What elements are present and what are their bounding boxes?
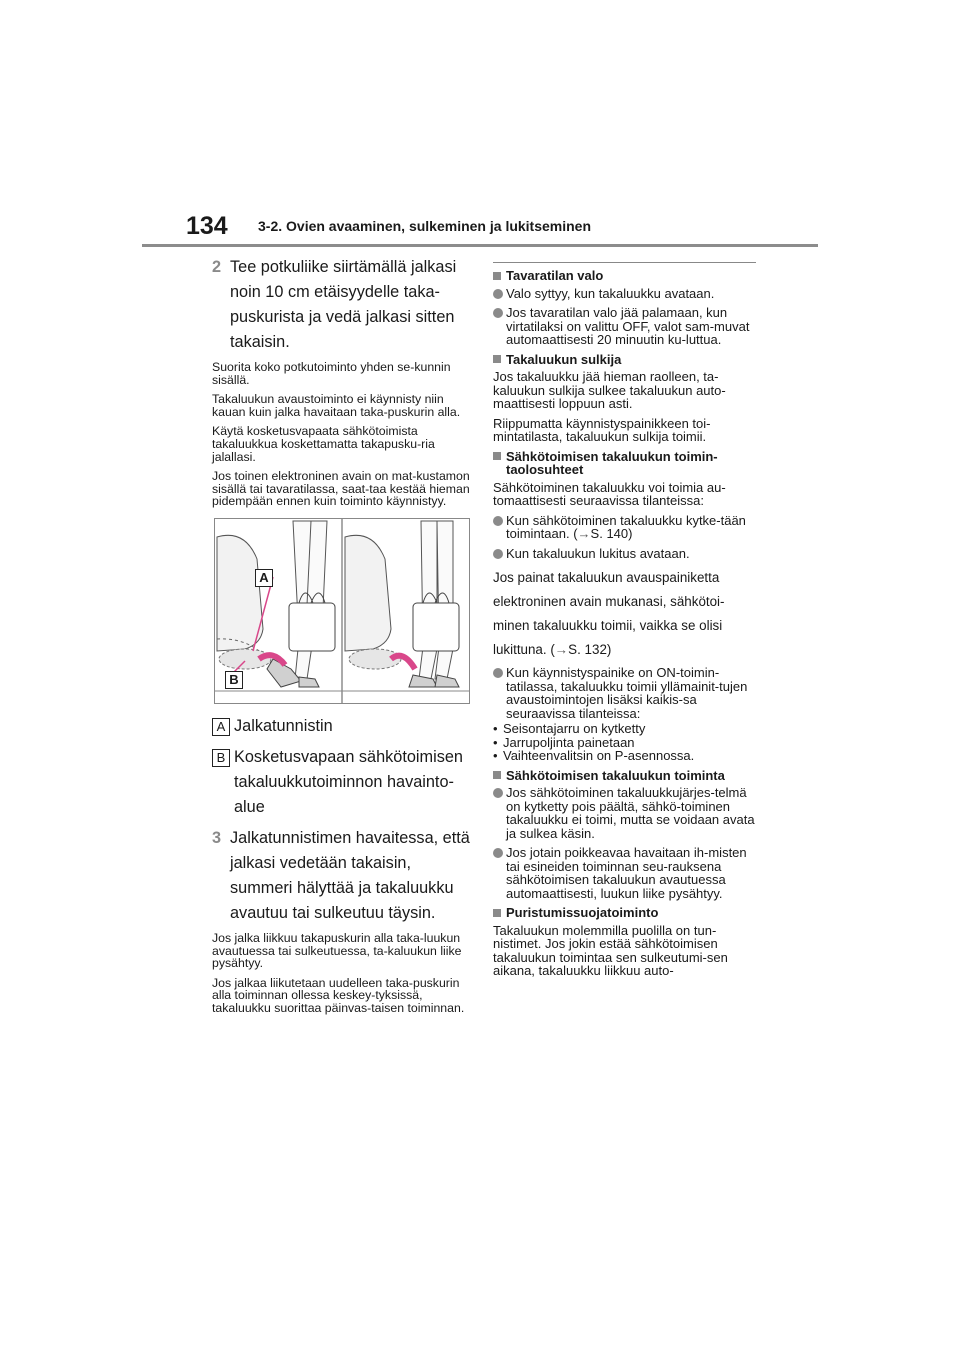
sub-list-item [493,722,756,736]
legend-a [212,714,470,739]
step-2 [212,255,470,355]
step-3 [212,826,470,926]
page-reference-link[interactable]: S. 140) [590,526,633,541]
sub-bullet: • [493,748,498,763]
legend-b-box: B [212,749,230,767]
note: Takaluukun avaustoiminto ei käynnisty niin kauan kuin jalka havaitaan taka-puskurin alla. [212,392,461,419]
square-bullet-icon [493,272,501,280]
circle-bullet-icon [493,516,503,526]
figure-label-a: A [255,569,273,587]
square-bullet-icon [493,771,501,779]
bullet-text-part: Kun sähkötoiminen takaluukku kytke-tään toimintaan. ( [506,512,746,541]
step-text: Tee potkuliike siirtämällä jalkasi noin 10 cm etäisyydelle taka-puskurista ja vedä jalkasi sitten takaisin. [230,258,457,351]
paragraph: Takaluukun molemmilla puolilla on tun-nistimet. Jos jokin estää sähkötoimisen takaluukun toimintaa sen sulkeutumi-sen aikana, takaluukku liikkuu auto- [493,922,728,978]
circle-bullet-icon [493,668,503,678]
heading-closer [493,353,756,367]
bullet-item [493,547,756,561]
square-bullet-icon [493,452,501,460]
bullet-text: Kun käynnistyspainike on ON-toimin-tatilassa, takaluukku toimii yllämainit-tujen avaustoimintojen lisäksi kaikis-sa seuraavissa tilanteissa: [506,665,748,721]
bullet-item [493,514,756,541]
step-number: 3 [212,828,222,847]
page-reference-link[interactable]: S. 132) [568,642,612,657]
paragraph: Jos takaluukku jää hieman raolleen, ta-kaluukun sulkija sulkee takaluukun auto-maattisesti loppuun asti. [493,369,726,411]
heading-operating-conditions [493,450,756,477]
paragraph [493,566,756,662]
left-column [212,255,470,1022]
heading-text: Puristumissuojatoiminto [506,905,659,920]
section-title: 3-2. Ovien avaaminen, sulkeminen ja lukitseminen [258,218,592,234]
sub-list-text: Jarrupoljinta painetaan [503,734,635,750]
bullet-item [493,306,756,347]
step-number: 2 [212,258,222,276]
sub-list-text: Seisontajarru on kytketty [503,721,646,736]
figure-label-b: B [225,671,243,689]
heading-jam-protection [493,906,756,920]
legend-b [212,745,470,820]
header-divider [142,244,818,247]
sub-bullet: • [493,734,498,750]
circle-bullet-icon [493,289,503,299]
bullet-item [493,666,756,720]
heading-text: Tavaratilan valo [506,268,604,283]
bullet-item [493,786,756,840]
bullet-text [506,514,756,541]
note: Jos jalkaa liikutetaan uudelleen taka-puskurin alla toiminnan ollessa keskey-tyksissä, takaluukku suorittaa päinvas-taisen toiminnan. [212,975,465,1015]
bullet-text: Jos jotain poikkeavaa havaitaan ih-misten tai esineiden toiminnan seu-rauksena sähkötoimisen takaluukun avautuessa automaattisesti, luukun liike pysähtyy. [506,845,747,901]
heading-text: Sähkötoimisen takaluukun toiminta [506,767,725,783]
note: Käytä kosketusvapaata sähkötoimista takaluukkua koskettamatta takapusku-ria jalallasi. [212,424,435,464]
legend-a-box: A [212,718,230,736]
page-number: 134 [186,212,228,240]
bullet-text: Jos tavaratilan valo jää palamaan, kun virtatilaksi on valittu OFF, valot sam-muvat automaattisesti 20 minuutin ku-luttua. [506,305,750,347]
arrow-right-icon: → [577,526,591,541]
circle-bullet-icon [493,848,503,858]
paragraph-text-part: Jos painat takaluukun avauspainiketta elektroninen avain mukanasi, sähkötoi-minen takaluukku toimii, vaikka se olisi lukittuna. ( [493,570,725,657]
section-divider [493,262,756,263]
paragraph: Riippumatta käynnistyspainikkeen toi-mintatilasta, takaluukun sulkija toimii. [493,415,711,444]
note: Suorita koko potkutoiminto yhden se-kunnin sisällä. [212,360,451,387]
sub-list-item [493,749,756,763]
sub-bullet: • [493,721,498,736]
paragraph: Sähkötoiminen takaluukku voi toimia au-tomaattisesti seuraavissa tilanteissa: [493,479,726,508]
sub-list-text: Vaihteenvalitsin on P-asennossa. [503,748,695,763]
square-bullet-icon [493,355,501,363]
legend-a-text: Jalkatunnistin [234,716,333,735]
circle-bullet-icon [493,788,503,798]
bullet-item [493,846,756,900]
note: Jos jalka liikkuu takapuskurin alla taka-luukun avautuessa tai sulkeutuessa, ta-kaluukun liike pysähtyy. [212,930,462,971]
sub-list-item [493,736,756,750]
step-text: Jalkatunnistimen havaitessa, että jalkasi vedetään takaisin, summeri hälyttää ja takaluukku avautuu tai sulkeutuu täysin. [230,828,470,922]
circle-bullet-icon [493,549,503,559]
bullet-item [493,287,756,301]
kick-sensor-illustration [214,518,470,704]
circle-bullet-icon [493,308,503,318]
square-bullet-icon [493,909,501,917]
legend-b-text: Kosketusvapaan sähkötoimisen takaluukkutoiminnon havainto-alue [234,747,463,816]
heading-luggage-light [493,269,756,283]
heading-text: Takaluukun sulkija [506,351,622,367]
heading-text: Sähkötoimisen takaluukun toimin-taolosuhteet [506,448,718,477]
bullet-text: Valo syttyy, kun takaluukku avataan. [506,285,715,301]
bullet-text: Kun takaluukun lukitus avataan. [506,545,690,561]
sub-list [493,722,756,763]
bullet-text: Jos sähkötoiminen takaluukkujärjes-telmä on kytketty pois päältä, sähkö-toiminen takaluukku ei toimi, mutta se voidaan avata ja sulkea käsin. [506,785,755,841]
right-column [493,262,756,984]
heading-operation [493,769,756,783]
arrow-right-icon: → [554,642,569,657]
note: Jos toinen elektroninen avain on mat-kustamon sisällä tai tavaratilassa, saat-taa kestää hieman pidempään ennen kuin toiminto käynnistyy. [212,469,470,509]
